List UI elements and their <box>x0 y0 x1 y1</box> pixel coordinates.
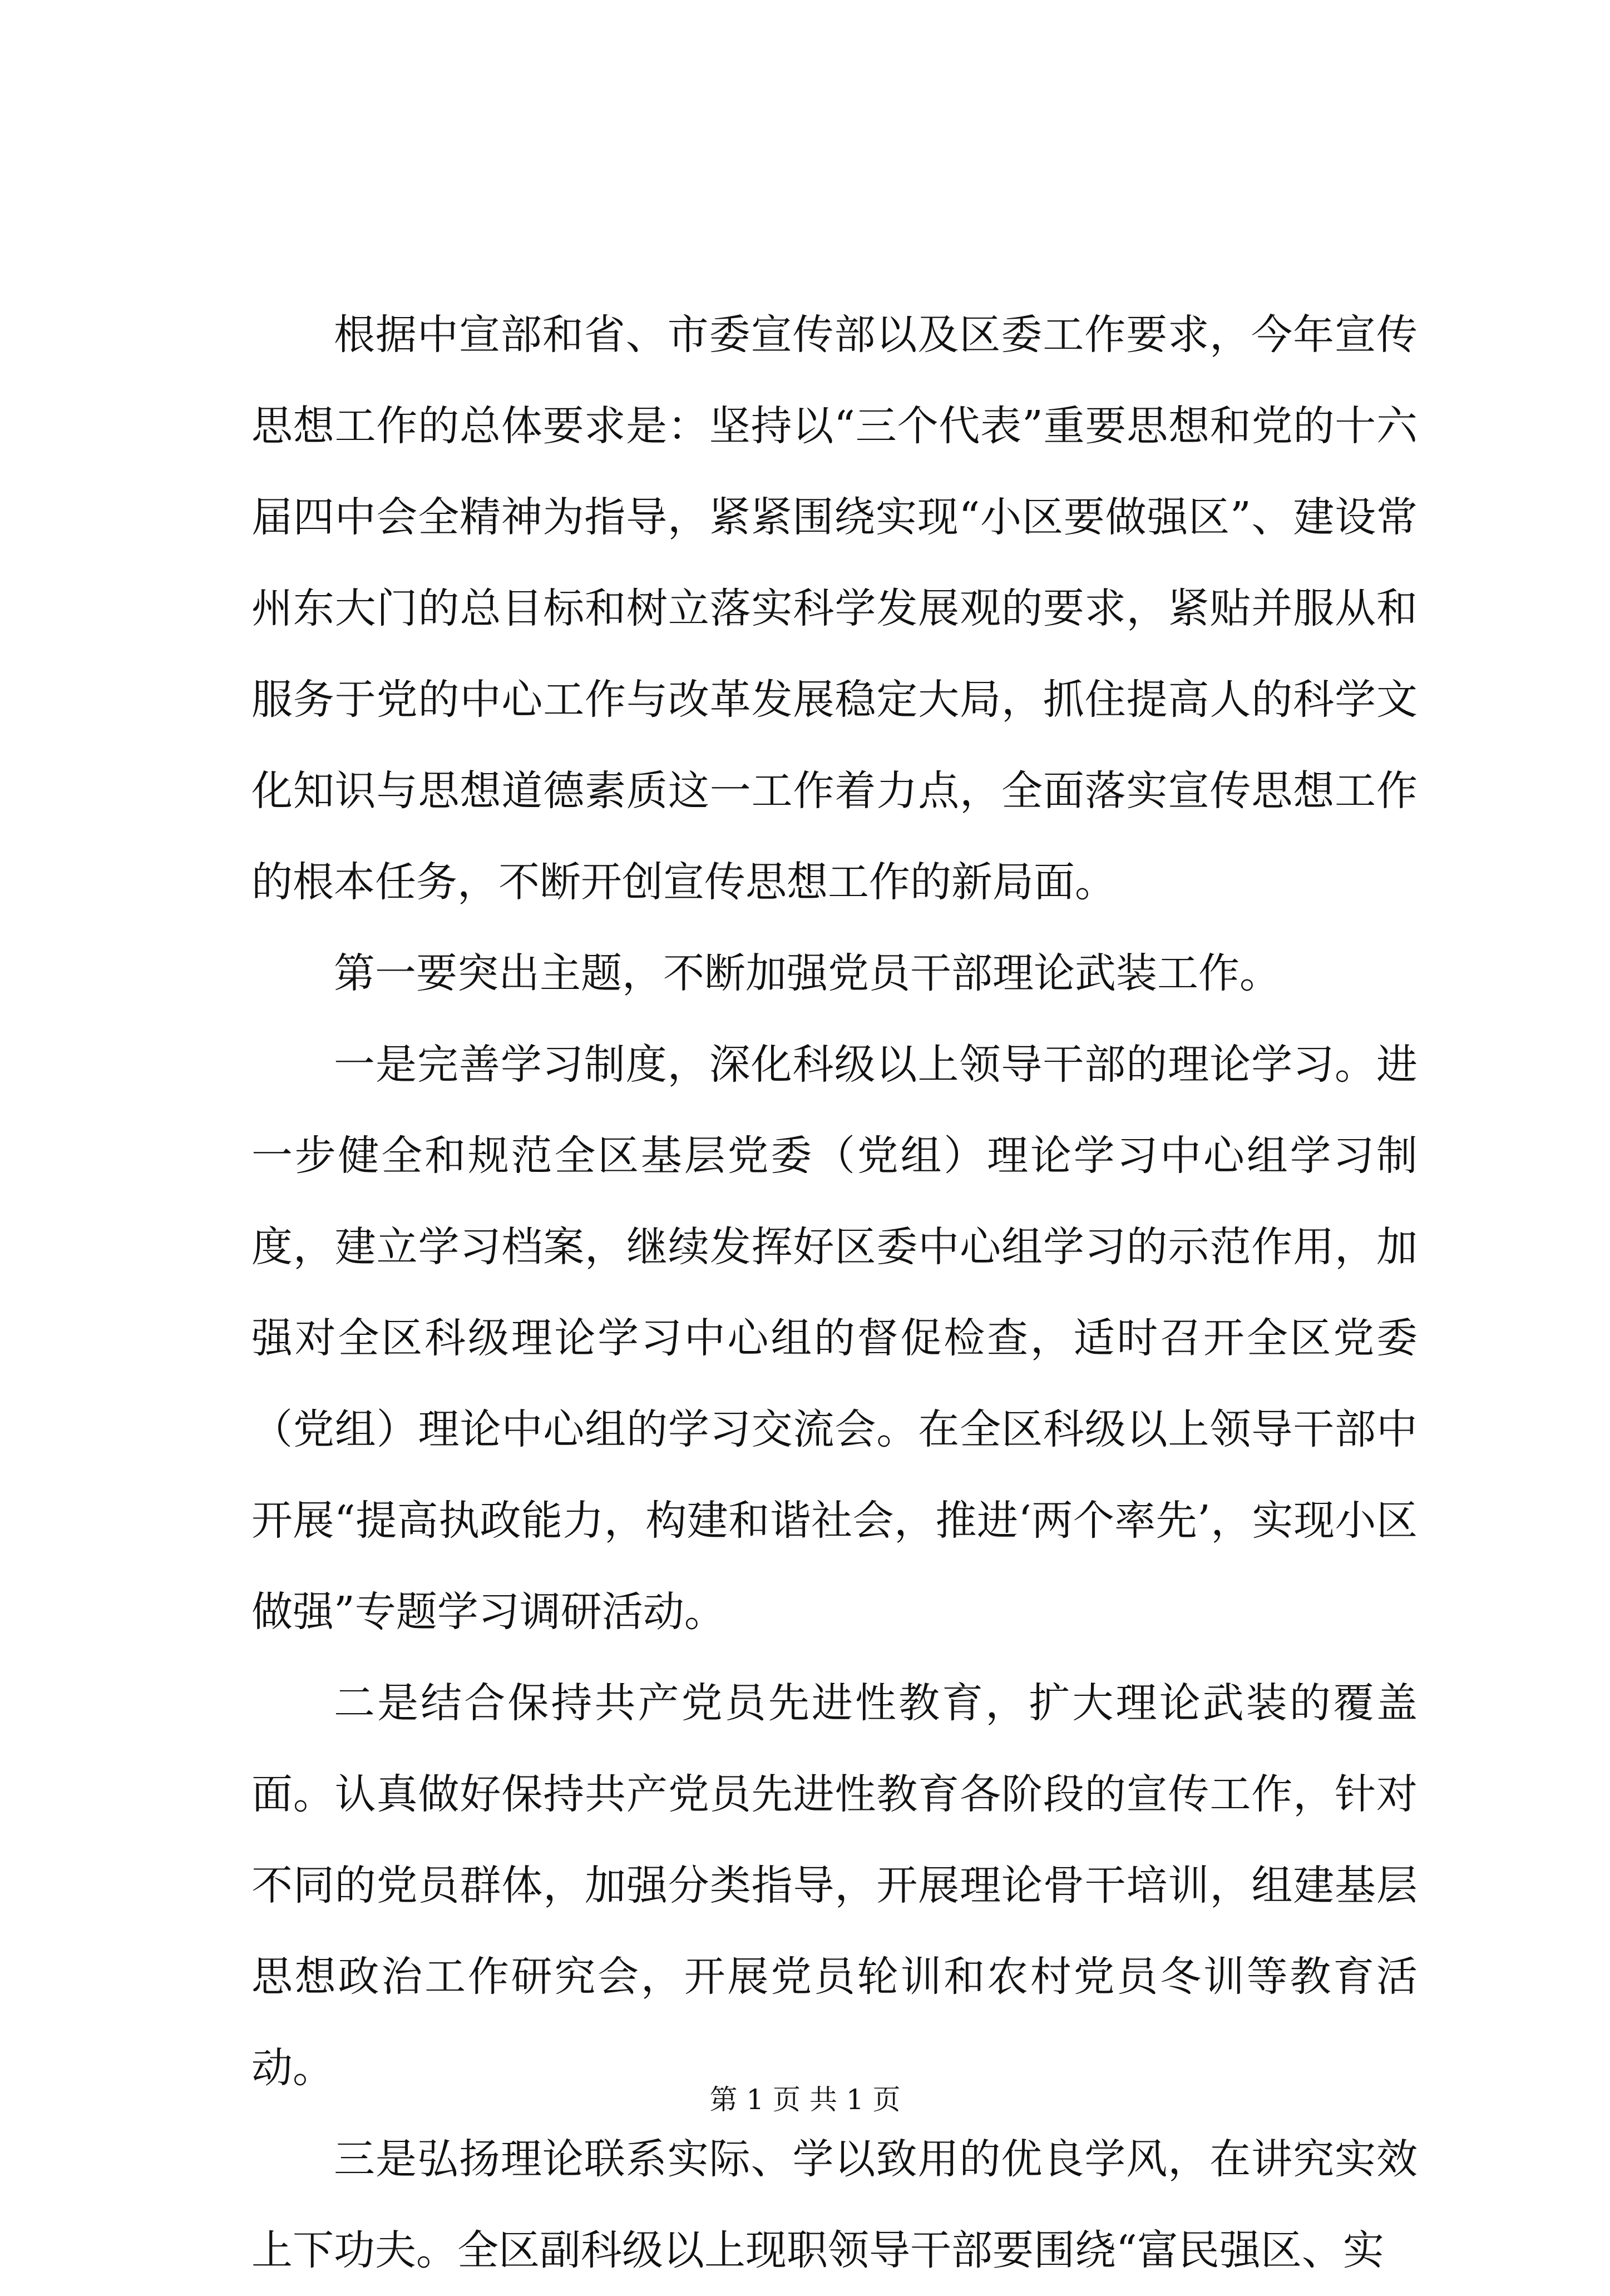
paragraph-section-one-heading: 第一要突出主题，不断加强党员干部理论武装工作。 <box>334 949 1281 997</box>
paragraph-point-two: 二是结合保持共产党员先进性教育，扩大理论武装的覆盖面。认真做好保持共产党员先进性教育各阶段的宣传工作，针对不同的党员群体，加强分类指导，开展理论骨干培训，组建基层思想政治工作研究会，开展党员轮训和农村党员冬训等教育活动。 <box>251 1679 1418 2092</box>
paragraph-point-three: 三是弘扬理论联系实际、学以致用的优良学风，在讲究实效上下功夫。全区副科级以上现职领导干部要围绕“富民强区、实 <box>251 2135 1418 2274</box>
paragraph-overall-requirements: 根据中宣部和省、市委宣传部以及区委工作要求，今年宣传思想工作的总体要求是：坚持以“三个代表”重要思想和党的十六届四中会全精神为指导，紧紧围绕实现“小区要做强区”、建设常州东大门的总目标和树立落实科学发展观的要求，紧贴并服从和服务于党的中心工作与改革发展稳定大局，抓住提高人的科学文化知识与思想道德素质这一工作着力点，全面落实宣传思想工作的根本任务，不断开创宣传思想工作的新局面。 <box>251 311 1418 906</box>
page-footer: 第 1 页 共 1 页 <box>709 2084 901 2116</box>
paragraph-point-one: 一是完善学习制度，深化科级以上领导干部的理论学习。进一步健全和规范全区基层党委（党组）理论学习中心组学习制度，建立学习档案，继续发挥好区委中心组学习的示范作用，加强对全区科级理论学习中心组的督促检查，适时召开全区党委（党组）理论中心组的学习交流会。在全区科级以上领导干部中开展“提高执政能力，构建和谐社会，推进‘两个率先’，实现小区做强”专题学习调研活动。 <box>251 1041 1418 1636</box>
document-body <box>251 289 1418 2296</box>
